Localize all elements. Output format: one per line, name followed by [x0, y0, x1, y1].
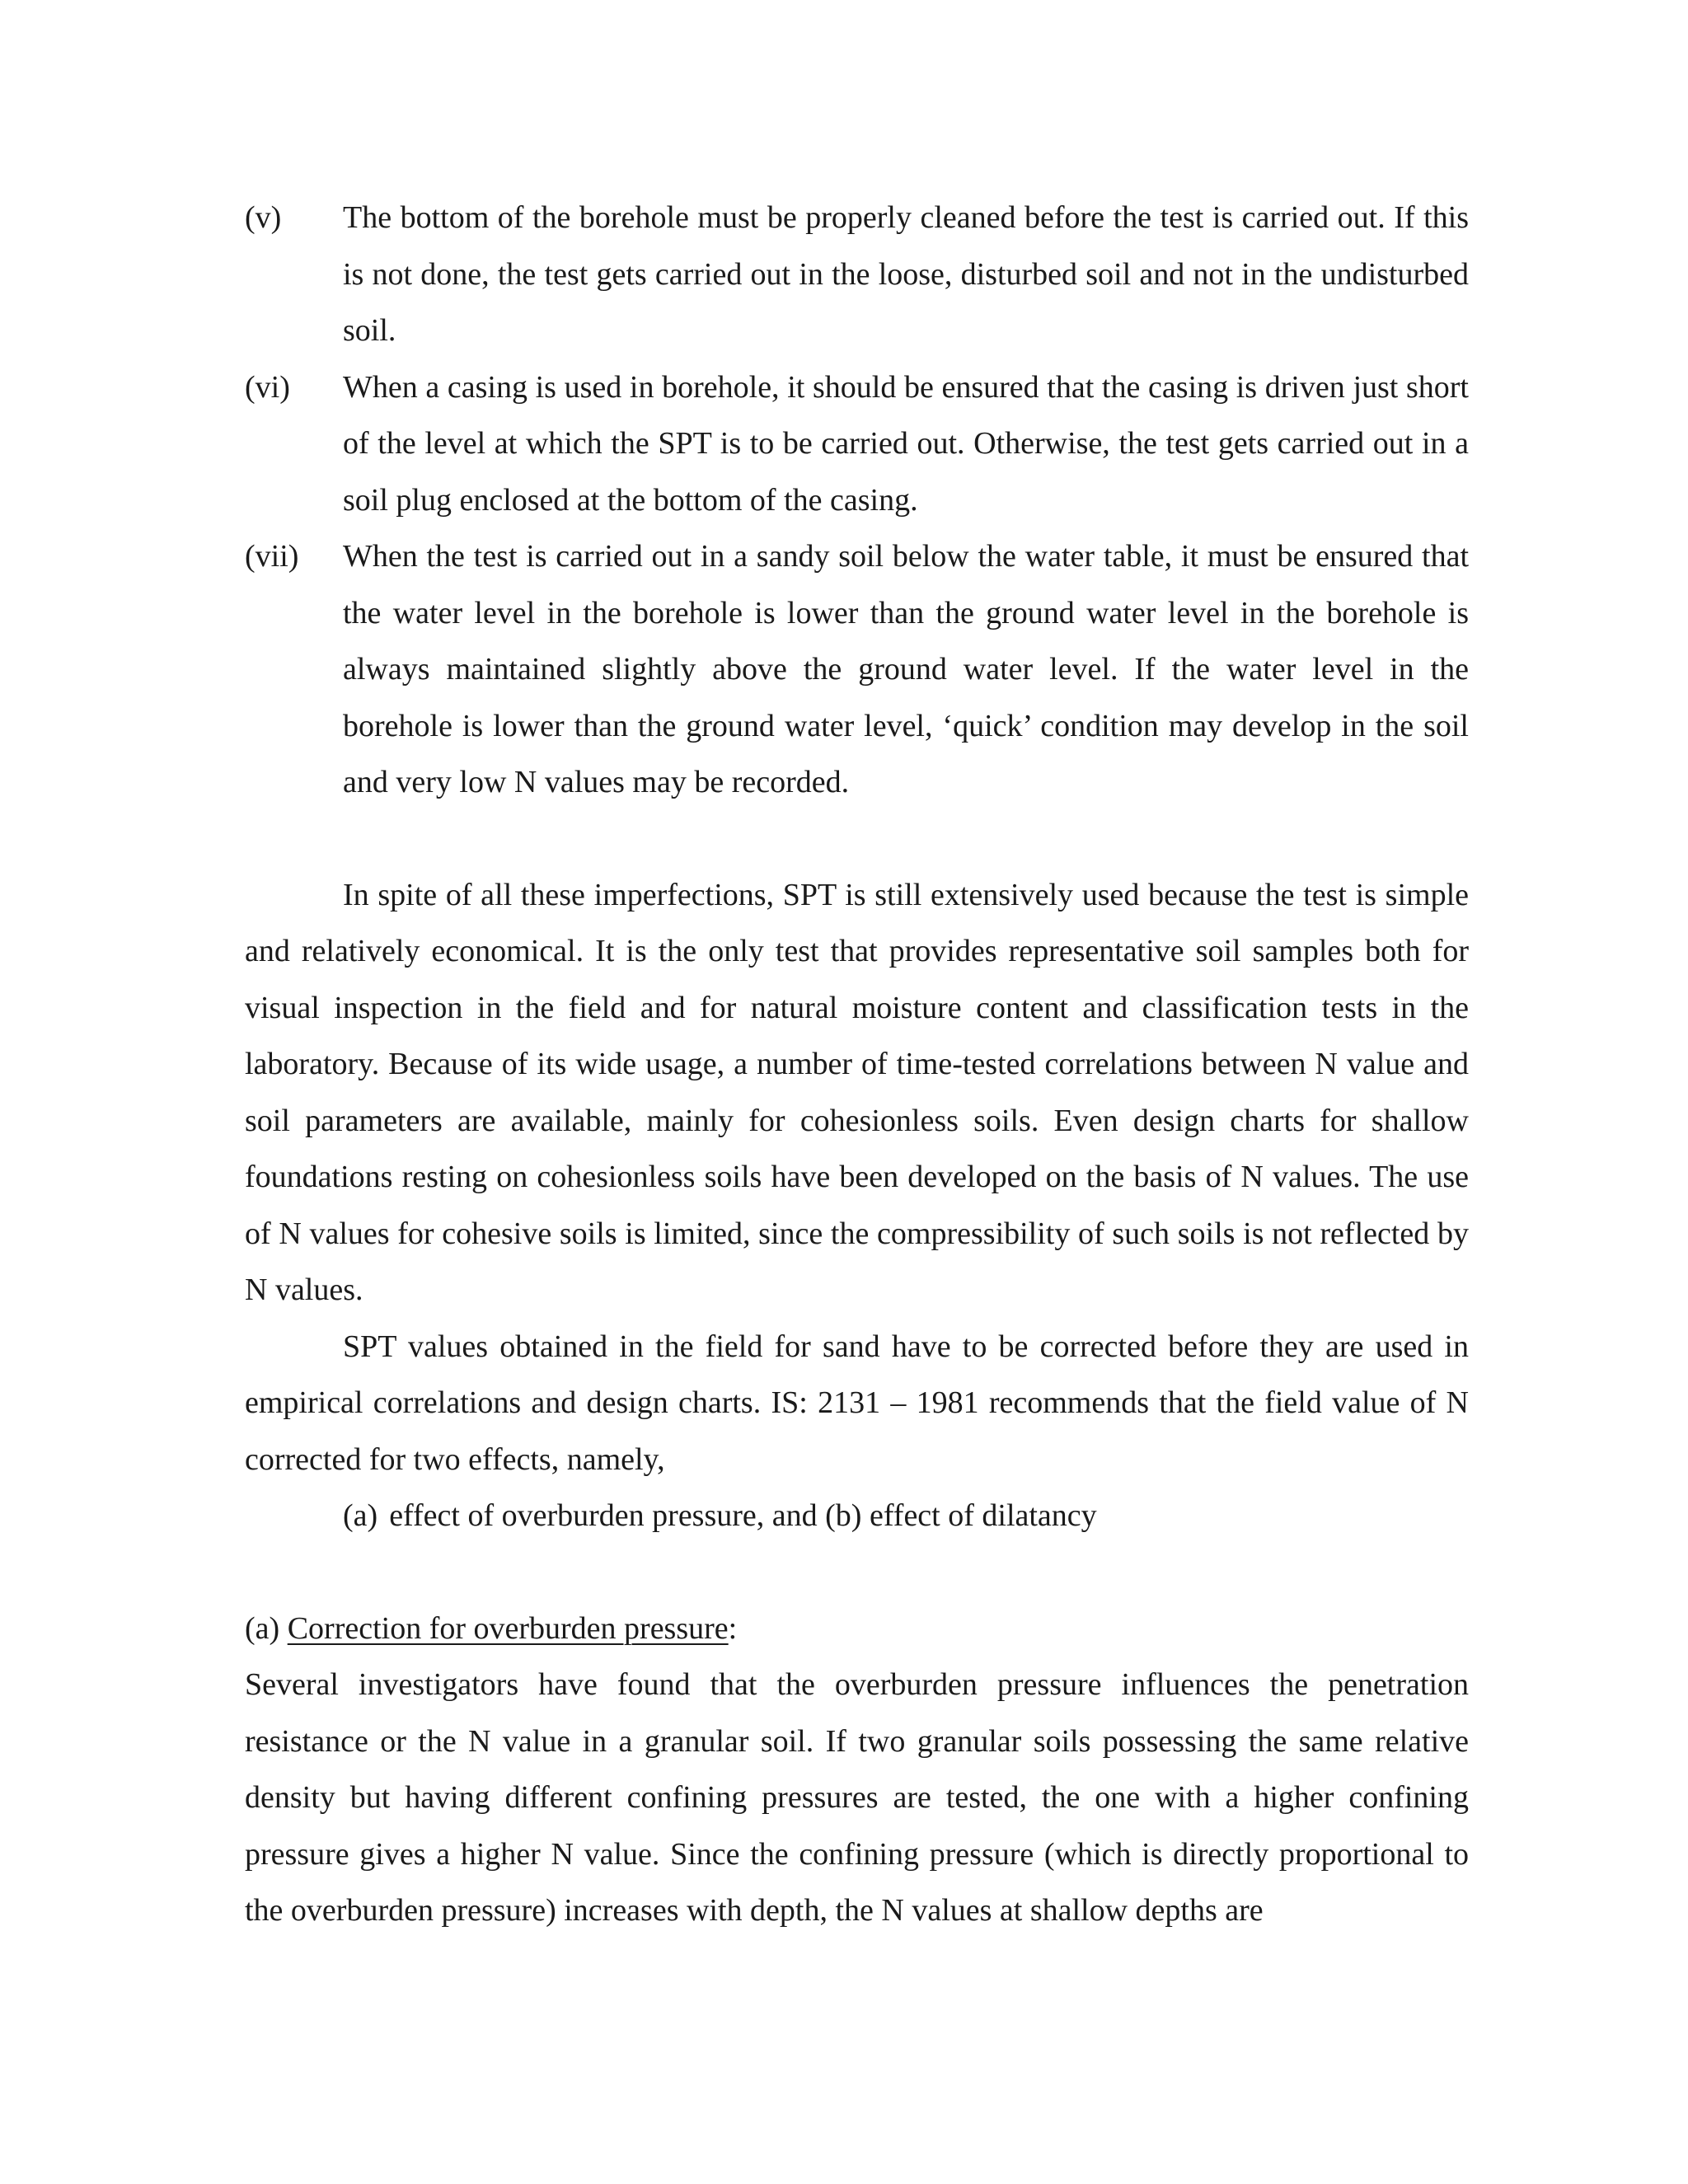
paragraph-overburden: Several investigators have found that the overburden pressure influences the penetration resistance or the N value in a granular soil. If two granular soils possessing the same relative density but having different confining pressures are tested, the one with a higher confining pressure gives a higher N value. Since the confining pressure (which is directly proportional to the overburden pressure) increases with depth, the N values at shallow depths are [245, 1667, 1469, 1928]
list-item-label: (vii) [245, 539, 299, 574]
effects-text: effect of overburden pressure, and (b) effect of dilatancy [389, 1498, 1097, 1533]
paragraph-imperfections: In spite of all these imperfections, SPT is still extensively used because the test is simple and relatively economical. It is the only test that provides representative soil samples both for visual inspection in the field and for natural moisture content and classification tests in the laboratory. Because of its wide usage, a number of time-tested correlations between N value and soil parameters are available, mainly for cohesionless soils. Even design charts for shallow foundations resting on cohesionless soils have been developed on the basis of N values. The use of N values for cohesive soils is limited, since the compressibility of such soils is not reflected by N values. [245, 877, 1469, 1307]
effects-label: (a) [343, 1498, 378, 1533]
list-item-vii [245, 528, 1469, 811]
list-item-text: When the test is carried out in a sandy soil below the water table, it must be ensured that the water level in the borehole is lower than the ground water level in the borehole is always maintained slightly above the ground water level. If the water level in the borehole is lower than the ground water level, ‘quick’ condition may develop in the soil and very low N values may be recorded. [343, 539, 1469, 799]
page-content [245, 190, 1469, 1939]
list-item-v [245, 190, 1469, 359]
list-item-label: (v) [245, 200, 282, 235]
spacer [245, 811, 1469, 867]
list-item-vi [245, 359, 1469, 529]
list-item-text: The bottom of the borehole must be properly cleaned before the test is carried out. If this is not done, the test gets carried out in the loose, disturbed soil and not in the undisturbed soil. [343, 200, 1469, 348]
list-item-label: (vi) [245, 369, 290, 405]
section-heading-prefix: (a) [245, 1610, 288, 1646]
section-heading-title: Correction for overburden pressure [287, 1610, 729, 1646]
section-heading [245, 1601, 1469, 1657]
section-heading-suffix: : [728, 1610, 738, 1646]
paragraph-spt-correction: SPT values obtained in the field for sand have to be corrected before they are used in empirical correlations and design charts. IS: 2131 – 1981 recommends that the field value of N corrected for two effects, namely, [245, 1329, 1469, 1477]
effects-line [245, 1488, 1469, 1544]
list-item-text: When a casing is used in borehole, it should be ensured that the casing is driven just short of the level at which the SPT is to be carried out. Otherwise, the test gets carried out in a soil plug enclosed at the bottom of the casing. [343, 369, 1469, 518]
spacer [245, 1544, 1469, 1601]
